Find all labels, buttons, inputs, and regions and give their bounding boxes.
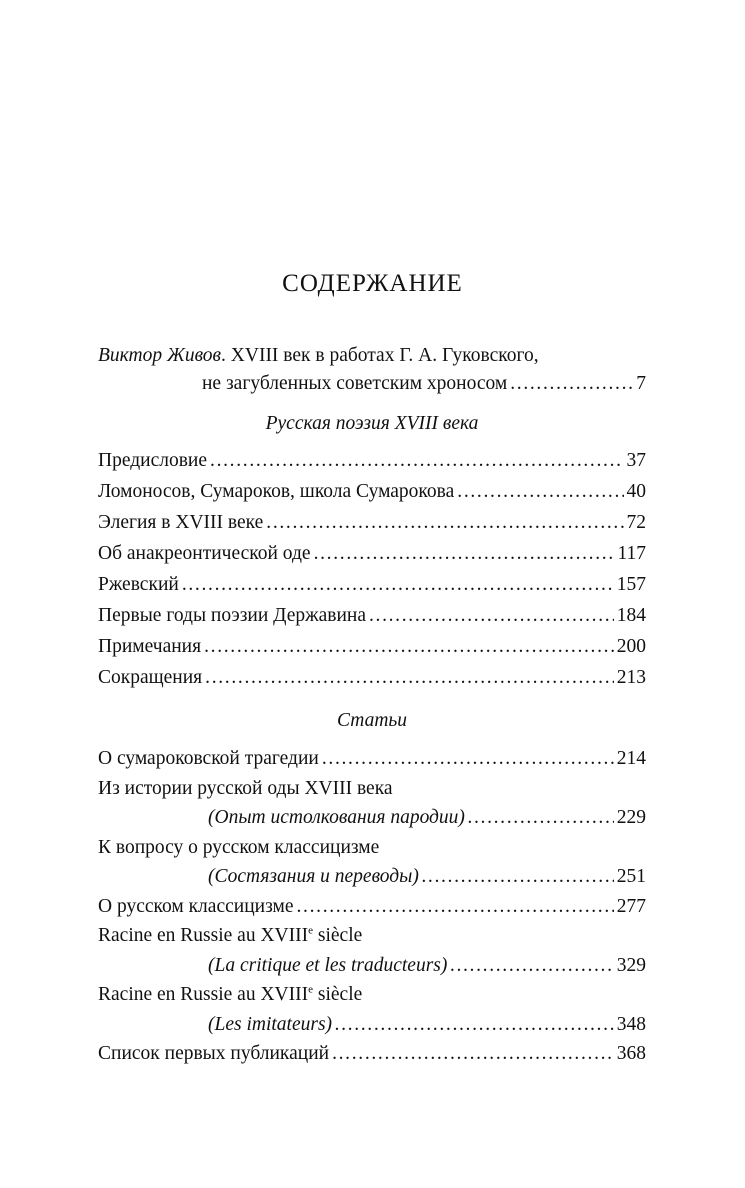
page-number: 348: [616, 1013, 646, 1035]
entry-title: [98, 921, 646, 951]
entry-title: [98, 980, 646, 1010]
entry-title-main: Racine en Russie au XVIII: [98, 984, 309, 1005]
toc-entry[interactable]: [98, 1039, 646, 1069]
entry-title-main: Racine en Russie au XVIII: [98, 925, 309, 946]
intro-title-part1: . XVIII век в работах Г. А. Гуковского,: [221, 345, 539, 366]
intro-author: Виктор Живов: [98, 345, 222, 366]
toc-entry[interactable]: [98, 662, 646, 693]
toc-entry[interactable]: [98, 507, 646, 538]
entry-title: Элегия в XVIII веке: [98, 512, 264, 533]
page-number: 7: [636, 373, 646, 394]
dot-leader: [510, 370, 633, 398]
toc-entry[interactable]: [98, 833, 646, 892]
dot-leader: [204, 631, 614, 662]
entry-title: Первые годы поэзии Державина: [98, 605, 366, 626]
entry-title: Примечания: [98, 636, 202, 657]
dot-leader: [205, 662, 614, 693]
entry-title: Сокращения: [98, 667, 203, 688]
dot-leader: [266, 507, 623, 538]
dot-leader: [210, 445, 623, 476]
dot-leader: [468, 803, 614, 833]
dot-leader: [182, 569, 614, 600]
toc-entry[interactable]: [98, 631, 646, 662]
dot-leader: [450, 951, 613, 981]
entry-subtitle: (Опыт истолкования пародии): [208, 807, 465, 828]
toc-entry[interactable]: [98, 774, 646, 833]
section-heading-articles: Статьи: [336, 710, 408, 731]
toc-entry[interactable]: [98, 538, 646, 569]
page-number: 277: [616, 895, 646, 917]
page-number: 329: [616, 954, 646, 976]
toc-entry[interactable]: [98, 445, 646, 476]
toc-entry[interactable]: [98, 569, 646, 600]
entry-title-superscript: e: [308, 983, 313, 996]
page-number: 214: [616, 748, 646, 769]
toc-entry[interactable]: [98, 600, 646, 631]
intro-second-line: [98, 370, 646, 398]
dot-leader: [422, 862, 614, 892]
entry-title-end: siècle: [313, 925, 363, 946]
page-number: 251: [616, 866, 646, 887]
page-number: 37: [626, 450, 646, 471]
toc-entry[interactable]: [98, 980, 646, 1039]
page-title: СОДЕРЖАНИЕ: [282, 270, 463, 297]
dot-leader: [322, 744, 614, 774]
entry-title: Список первых публикаций: [98, 1043, 330, 1064]
page-number: 368: [616, 1043, 646, 1064]
entry-title: Предисловие: [98, 450, 208, 471]
dot-leader: [332, 1039, 614, 1069]
entry-title: Об анакреонтической оде: [98, 543, 311, 564]
intro-title-part2: не загубленных советским хроносом: [202, 373, 508, 394]
entry-title: О сумароковской трагедии: [98, 748, 319, 769]
section-heading-poetry: Русская поэзия XVIII века: [265, 413, 479, 434]
entry-title-superscript: e: [308, 924, 313, 937]
toc-entry[interactable]: [98, 892, 646, 922]
table-of-contents: [98, 342, 646, 1069]
toc-entry[interactable]: [98, 744, 646, 774]
entry-title: К вопросу о русском классицизме: [98, 836, 380, 858]
page-number: 157: [616, 574, 646, 595]
entry-title: Из истории русской оды XVIII века: [98, 777, 393, 799]
entry-subtitle: (Состязания и переводы): [208, 866, 419, 887]
dot-leader: [314, 538, 615, 569]
page-number: 213: [616, 667, 646, 688]
page-number: 117: [617, 543, 646, 564]
entry-title-end: siècle: [313, 984, 363, 1005]
page-number: 200: [616, 636, 646, 657]
entry-subtitle: (La critique et les traducteurs): [208, 954, 448, 976]
page-number: 184: [616, 605, 646, 626]
entry-title: Ломоносов, Сумароков, школа Сумарокова: [98, 481, 455, 502]
entry-subtitle: (Les imitateurs): [208, 1013, 333, 1035]
toc-entry[interactable]: [98, 921, 646, 980]
page-number: 40: [626, 481, 646, 502]
intro-first-line: [98, 342, 646, 370]
page-number: 229: [616, 807, 646, 828]
page-number: 72: [626, 512, 646, 533]
dot-leader: [369, 600, 614, 631]
dot-leader: [457, 476, 623, 507]
entry-title: О русском классицизме: [98, 895, 294, 917]
dot-leader: [335, 1010, 614, 1040]
toc-entry-intro[interactable]: [98, 342, 646, 398]
toc-entry[interactable]: [98, 476, 646, 507]
articles-list: [98, 744, 646, 1069]
dot-leader: [297, 892, 614, 922]
entry-title: Ржевский: [98, 574, 179, 595]
